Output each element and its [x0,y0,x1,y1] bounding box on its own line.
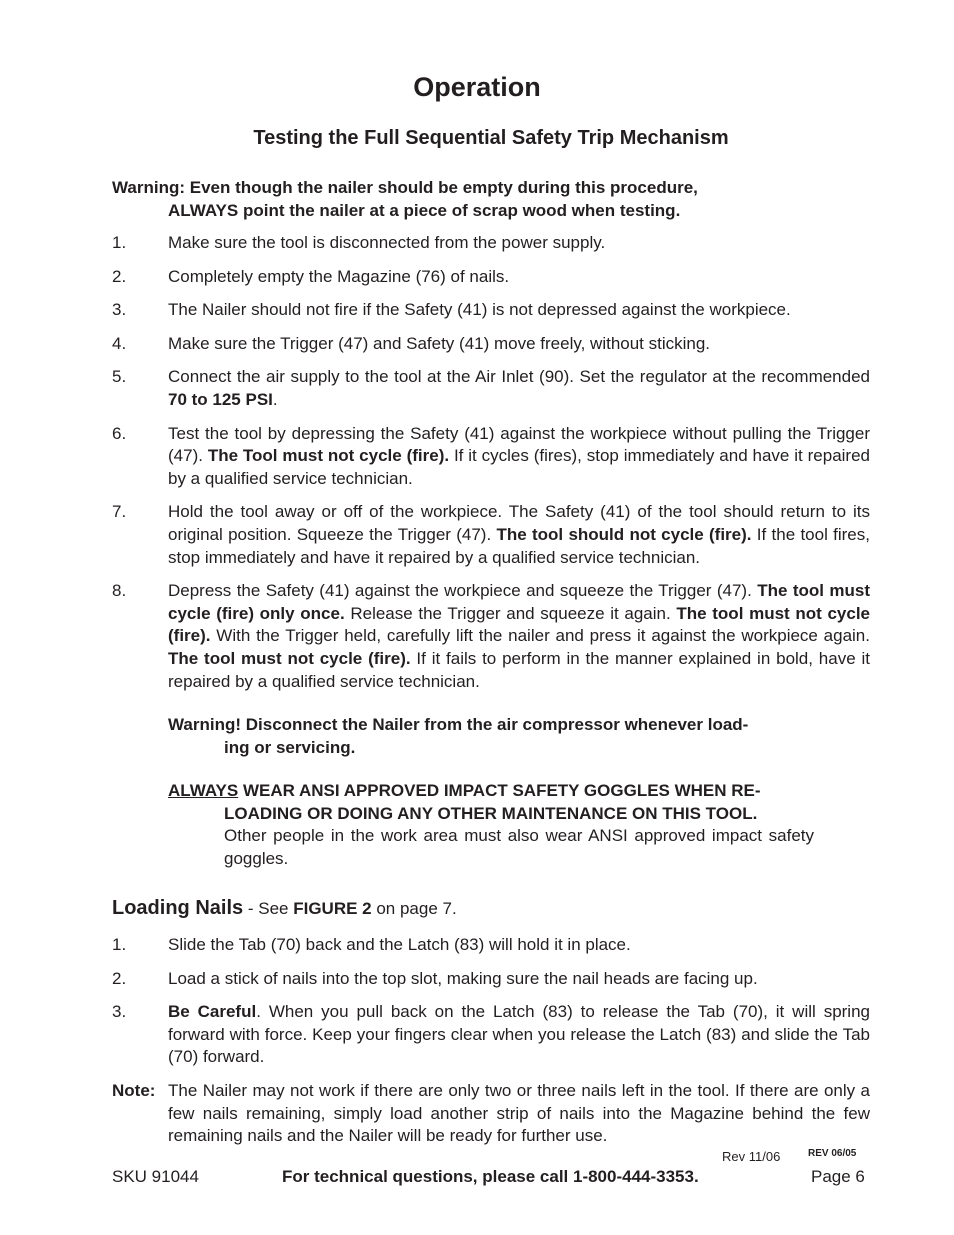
revision-label: Rev 11/06 [722,1149,781,1164]
goggles-line: LOADING OR DOING ANY OTHER MAINTENANCE ON THIS TOOL. [224,803,758,823]
loading-steps-list [112,934,870,1080]
figure-reference: FIGURE 2 [293,899,372,918]
step-text: Connect the air supply to the tool at the Air Inlet (90). Set the regulator at the recommended [168,367,870,387]
goggles-line [168,780,814,803]
step-number: 5. [112,367,127,387]
step-text: Hold the tool away or off of the workpiece. The Safety (41) of the tool should return to its original position. Squeeze the Trigger (47). [168,502,870,544]
loading-nails-heading [112,897,457,920]
step-number: 8. [112,581,127,601]
step-number: 1. [112,233,127,252]
note-block [112,1080,870,1148]
step-text: Load a stick of nails into the top slot, making sure the nail heads are facing up. [168,968,758,988]
note-text: The Nailer may not work if there are only two or three nails left in the tool. If there are only a few nails remaining, simply load another strip of nails into the Magazine behind the few remaining nails and the Nailer will be ready for further use. [168,1081,870,1146]
page-number: Page 6 [811,1167,865,1186]
always-underlined: ALWAYS [168,781,239,800]
warning-empty-nailer [112,176,812,222]
page-title: Operation [413,72,541,102]
list-item [112,968,870,991]
step-bold-text: The tool must not cycle (fire). [168,648,411,668]
goggles-warning [168,780,814,870]
step-text: Release the Trigger and squeeze it again. [344,603,677,623]
step-number: 6. [112,423,127,443]
step-bold-text: The tool must cycle (fire) only once. [168,581,870,623]
step-text: Make sure the tool is disconnected from the power supply. [168,233,606,252]
step-bold-text: The tool should not cycle (fire). [496,524,752,544]
step-text: . When you pull back on the Latch (83) to release the Tab (70), it will spring forward with force. Keep your fingers clear when you release the Latch (83) and slide the Tab (70) forward. [168,1002,870,1067]
step-text: Depress the Safety (41) against the workpiece and squeeze the Trigger (47). [168,581,758,601]
step-text: If it fails to perform in the manner explained in bold, have it repaired by a qualified service technician. [168,648,870,691]
goggles-note: Other people in the work area must also wear ANSI approved impact safety goggles. [224,826,814,868]
section-title: Testing the Full Sequential Safety Trip Mechanism [253,127,729,149]
page-reference: on page 7. [371,899,457,918]
step-bold-text: Be Careful [168,1002,257,1022]
list-item [112,366,870,411]
step-text: If the tool fires, stop immediately and have it repaired by a qualified service technician. [168,524,870,567]
note-label: Note: [112,1081,156,1100]
goggles-text: WEAR ANSI APPROVED IMPACT SAFETY GOGGLES WHEN RE- [238,781,761,800]
list-item [112,423,870,491]
step-text: Completely empty the Magazine (76) of nails. [168,266,510,286]
step-text: With the Trigger held, carefully lift the nailer and press it against the workpiece again. [210,626,870,646]
step-bold-text: The tool must not cycle (fire). [168,603,871,646]
warning-disconnect [168,713,818,759]
list-item [112,501,870,569]
warning-line: ALWAYS point the nailer at a piece of scrap wood when testing. [168,201,681,220]
step-text: If it cycles (fires), stop immediately and have it repaired by a qualified service technician. [168,446,870,488]
warning-line: ing or servicing. [224,738,356,757]
step-number: 7. [112,502,127,522]
warning-line: Warning! Disconnect the Nailer from the air compressor whenever load- [168,715,749,734]
testing-steps-list [112,232,870,704]
list-item [112,333,870,356]
list-item [112,266,870,289]
list-item [112,299,870,322]
step-text: The Nailer should not fire if the Safety (41) is not depressed against the workpiece. [168,300,791,320]
footer-sku: SKU 91044 [112,1167,199,1186]
list-item [112,232,870,255]
step-text: Make sure the Trigger (47) and Safety (41) move freely, without sticking. [168,333,711,353]
step-text: Slide the Tab (70) back and the Latch (83) will hold it in place. [168,935,631,954]
list-item [112,934,870,957]
step-bold-text: The Tool must not cycle (fire). [207,446,450,466]
step-number: 1. [112,935,127,954]
revision-label: REV 06/05 [808,1148,857,1159]
step-text: Test the tool by depressing the Safety (41) against the workpiece without pulling the Trigger (47). [168,423,870,466]
step-number: 3. [112,300,127,320]
step-bold-text: 70 to 125 PSI [168,389,273,409]
warning-line: Warning: Even though the nailer should be empty during this procedure, [112,178,698,197]
step-number: 4. [112,333,127,353]
section-heading: Loading Nails [112,897,244,919]
list-item [112,580,870,693]
footer-phone: For technical questions, please call 1-800-444-3353. [282,1167,699,1186]
see-text: - See [243,899,294,918]
list-item [112,1001,870,1069]
step-number: 2. [112,968,127,988]
step-text: . [272,389,278,409]
step-number: 3. [112,1002,127,1022]
step-number: 2. [112,266,127,286]
